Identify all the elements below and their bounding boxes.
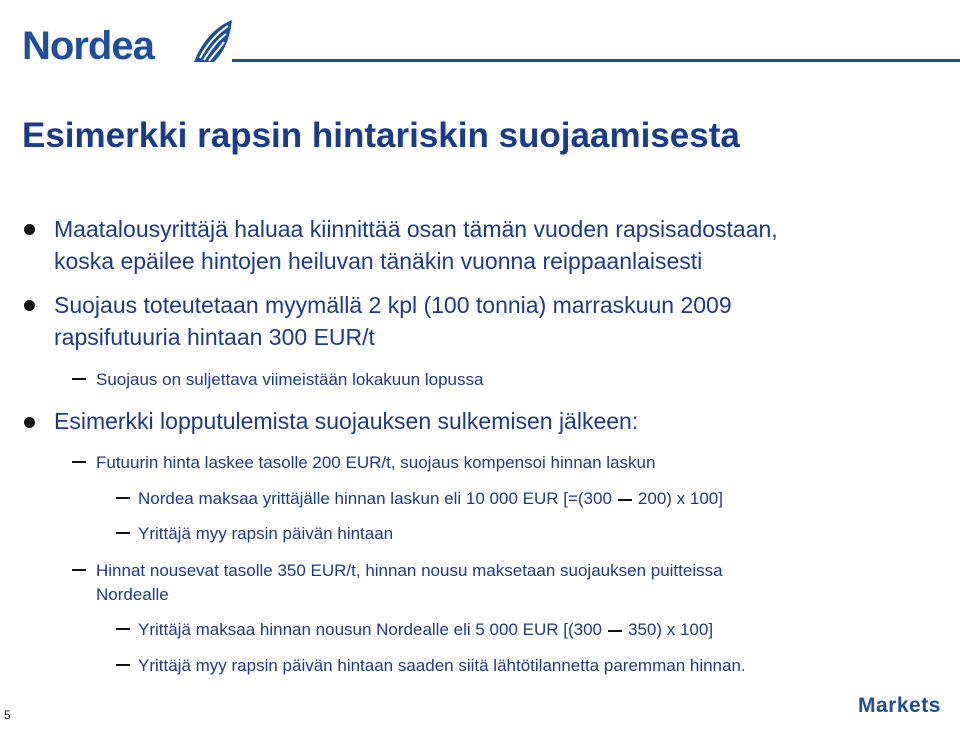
- item-text-post: 350) x 100]: [628, 620, 714, 639]
- bullet-2-line-1: Suojaus toteutetaan myymällä 2 kpl (100 tonnia) marraskuun 2009: [54, 292, 732, 318]
- sail-icon: [190, 18, 234, 66]
- page-number: 5: [4, 708, 11, 722]
- bullet-3-sub-b-item-1: [138, 618, 713, 641]
- bullet-3-sub-a: Futuurin hinta laskee tasolle 200 EUR/t, suojaus kompensoi hinnan laskun: [96, 453, 656, 472]
- minus-sign: [608, 630, 622, 632]
- markets-logo: Markets: [858, 694, 941, 717]
- dash-marker: [116, 628, 130, 630]
- bullet-dot: [24, 300, 35, 311]
- dash-marker: [72, 378, 86, 380]
- dash-marker: [72, 461, 86, 463]
- bullet-dot: [24, 417, 35, 428]
- bullet-2-sub-1: Suojaus on suljettava viimeistään lokakuun lopussa: [96, 370, 484, 389]
- logo-text: Nordea: [22, 24, 154, 68]
- nordea-logo: [22, 18, 232, 70]
- slide-title: Esimerkki rapsin hintariskin suojaamisesta: [22, 116, 740, 155]
- bullet-3-sub-a-item-1: [138, 487, 723, 510]
- bullet-3-line-1: Esimerkki lopputulemista suojauksen sulkemisen jälkeen:: [54, 408, 639, 434]
- dash-marker: [116, 532, 130, 534]
- bullet-3-sub-b-item-2: Yrittäjä myy rapsin päivän hintaan saaden siitä lähtötilannetta paremman hinnan.: [138, 656, 746, 675]
- bullet-2-line-2: rapsifutuuria hintaan 300 EUR/t: [54, 324, 375, 350]
- bullet-1-line-2: koska epäilee hintojen heiluvan tänäkin vuonna reippaanlaisesti: [54, 248, 703, 274]
- bullet-3-sub-b-line-2: Nordealle: [96, 585, 169, 604]
- header-divider: [232, 59, 960, 62]
- minus-sign: [618, 499, 632, 501]
- item-text-pre: Nordea maksaa yrittäjälle hinnan laskun eli 10 000 EUR [=(300: [138, 489, 612, 508]
- bullet-dot: [24, 224, 35, 235]
- bullet-3-sub-b-line-1: Hinnat nousevat tasolle 350 EUR/t, hinnan nousu maksetaan suojauksen puitteissa: [96, 561, 723, 580]
- dash-marker: [116, 664, 130, 666]
- item-text-pre: Yrittäjä maksaa hinnan nousun Nordealle eli 5 000 EUR [(300: [138, 620, 602, 639]
- bullet-3-sub-a-item-2: Yrittäjä myy rapsin päivän hintaan: [138, 524, 394, 543]
- item-text-post: 200) x 100]: [637, 489, 723, 508]
- bullet-1-line-1: Maatalousyrittäjä haluaa kiinnittää osan tämän vuoden rapsisadostaan,: [54, 216, 778, 242]
- dash-marker: [72, 569, 86, 571]
- dash-marker: [116, 497, 130, 499]
